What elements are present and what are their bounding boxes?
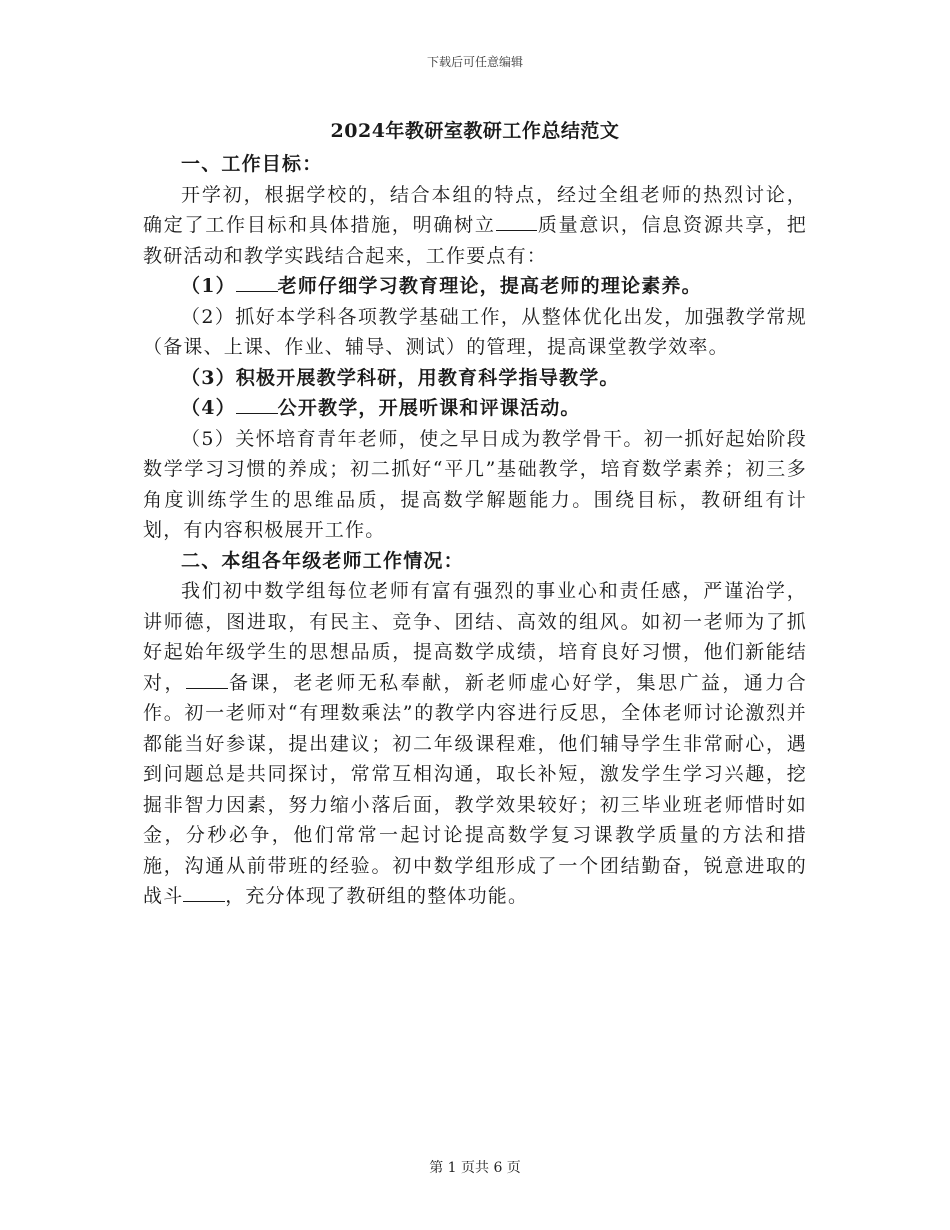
header-note: 下载后可任意编辑 bbox=[426, 55, 523, 69]
paragraph-intro bbox=[143, 180, 807, 272]
section-heading-teachers: 二、本组各年级老师工作情况： bbox=[181, 549, 464, 572]
goal-item-1 bbox=[143, 271, 807, 302]
goal-item-3: （3）积极开展教学科研，用教育科学指导教学。 bbox=[181, 366, 620, 389]
page-number-footer: 第 1 页共 6 页 bbox=[429, 1160, 521, 1176]
item-text: 公开教学，开展听课和评课活动。 bbox=[277, 397, 581, 419]
blank-underline bbox=[183, 884, 225, 902]
item-text: 老师仔细学习教育理论，提高老师的理论素养。 bbox=[277, 275, 702, 297]
paragraph-text: 开学初，根据学校的，结合本组的特点，经过全组老师的热烈讨论，确定了工作目标和具体措施，明确树立 bbox=[143, 183, 807, 236]
document-body bbox=[143, 149, 807, 912]
blank-underline bbox=[236, 274, 278, 292]
goal-item-5: （5）关怀培育青年老师，使之早日成为教学骨干。初一抓好起始阶段数学学习习惯的养成；初二抓好“平几”基础教学，培育数学素养；初三多角度训练学生的思维品质，提高数学解题能力。围绕目标，教研组有计划，有内容积极展开工作。 bbox=[143, 427, 807, 541]
paragraph-text: ，充分体现了教研组的整体功能。 bbox=[225, 885, 529, 907]
goal-item-4 bbox=[143, 393, 807, 424]
item-number: （4） bbox=[181, 397, 236, 419]
blank-underline bbox=[236, 396, 278, 414]
blank-underline bbox=[186, 670, 228, 688]
item-number: （1） bbox=[181, 275, 236, 297]
document-title: 2024年教研室教研工作总结范文 bbox=[330, 120, 620, 142]
section-heading-goals: 一、工作目标： bbox=[181, 153, 323, 175]
paragraph-teachers bbox=[143, 576, 807, 912]
paragraph-text: 质量意识，信息资源共享，把教研活动和教学实践结合起来，工作要点有： bbox=[143, 214, 807, 267]
paragraph-text: 备课，老老师无私奉献，新老师虚心好学，集思广益，通力合作。初一老师对“有理数乘法”的教学内容进行反思，全体老师讨论激烈并都能当好参谋，提出建议；初二年级课程难，他们辅导学生非常耐心，遇到问题总是共同探讨，常常互相沟通，取长补短，激发学生学习兴趣，挖掘非智力因素，努力缩小落后面，教学效果较好；初三毕业班老师惜时如金，分秒必争，他们常常一起讨论提高数学复习课教学质量的方法和措施，沟通从前带班的经验。初中数学组形成了一个团结勤奋，锐意进取的战斗 bbox=[143, 671, 808, 907]
blank-underline bbox=[496, 213, 538, 231]
paragraph-text: 我们初中数学组每位老师有富有强烈的事业心和责任感，严谨治学，讲师德，图进取，有民主、竞争、团结、高效的组风。如初一老师为了抓好起始年级学生的思想品质，提高数学成绩，培育良好习惯，他们新能结对， bbox=[143, 580, 807, 694]
goal-item-2: （2）抓好本学科各项教学基础工作，从整体优化出发，加强教学常规（备课、上课、作业、辅导、测试）的管理，提高课堂教学效率。 bbox=[143, 305, 807, 358]
